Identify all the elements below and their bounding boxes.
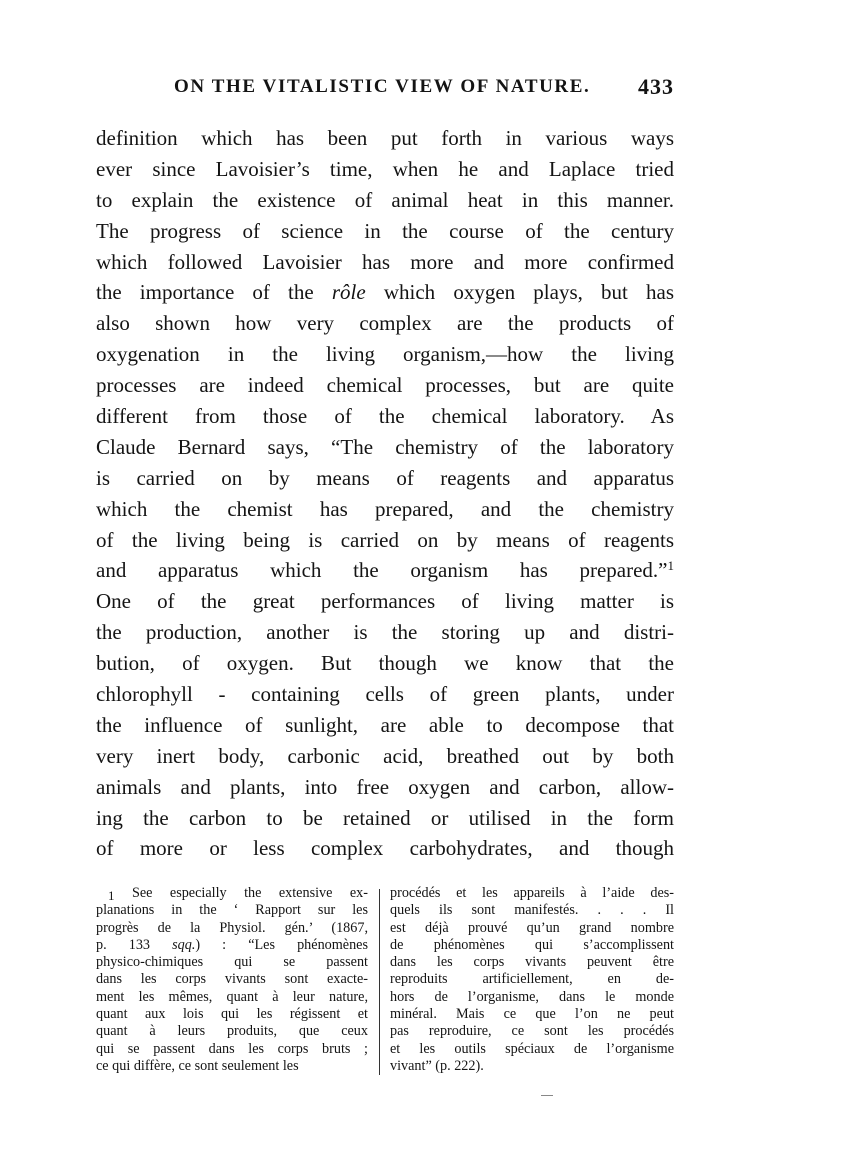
text-run: See especially the extensive ex- [114,885,368,901]
footnote-line: ce qui diffère, ce sont seulement les [96,1057,299,1074]
footnote-line: hors de l’organisme, dans le monde [390,988,674,1005]
body-line: definition which has been put forth in various ways [96,126,674,150]
footnote-line: quant à leurs produits, que ceux [96,1023,368,1040]
body-line: bution, of oxygen. But though we know that the [96,651,674,676]
footnote-line: physico-chimiques qui se passent [96,954,368,971]
body-line: which the chemist has prepared, and the chemistry [96,496,674,521]
footnote-line: procédés et les appareils à l’aide des- [390,885,674,901]
footnote-line [96,937,368,954]
body-line: processes are indeed chemical processes, but are quite [96,373,674,398]
body-line: oxygenation in the living organism,—how the living [96,342,674,367]
running-title: ON THE VITALISTIC VIEW OF NATURE. [174,76,591,97]
body-line: ing the carbon to be retained or utilised in the form [96,805,674,830]
body-line: which followed Lavoisier has more and more confirmed [96,249,674,274]
text-run: and apparatus which the organism has prepared.” [96,558,668,583]
body-line: One of the great performances of living matter is [96,589,674,614]
page-number: 433 [638,74,674,99]
footnote-marker: 1 [108,888,115,903]
footnote-line: reproduits artificiellement, en de- [390,971,674,988]
footnote-line: quant aux lois qui les régissent et [96,1006,368,1023]
body-line: the influence of sunlight, are able to decompose that [96,712,674,737]
body-line: ever since Lavoisier’s time, when he and Laplace tried [96,156,674,181]
text-run: the importance of the [96,280,332,305]
footnote-left-column [96,885,368,1075]
body-line: different from those of the chemical laboratory. As [96,404,674,429]
footnote-right-column [390,885,674,1075]
footnote-line: dans les corps vivants sont exacte- [96,971,368,988]
footnote-line: pas reproduire, ce sont les procédés [390,1023,674,1040]
body-line: Claude Bernard says, “The chemistry of the laboratory [96,434,674,459]
footnote-marker: 1 [667,558,674,574]
body-line: very inert body, carbonic acid, breathed out by both [96,743,674,768]
footnote-line: planations in the ‘ Rapport sur les [96,902,368,919]
footnote-line: minéral. Mais ce que l’on ne peut [390,1006,674,1023]
body-line: animals and plants, into free oxygen and carbon, allow- [96,774,674,799]
text-run: which oxygen plays, but has [365,280,675,305]
footnote-block [96,885,674,1080]
body-line [96,277,674,308]
print-speck [541,1095,553,1096]
body-text [96,123,674,864]
footnote-line: quels ils sont manifestés. . . . Il [390,902,674,919]
italic-text: rôle [331,280,366,305]
footnote-line: qui se passent dans les corps bruts ; [96,1040,368,1057]
italic-text: sqq. [172,936,196,953]
body-line: to explain the existence of animal heat in this manner. [96,187,674,212]
body-line: chlorophyll - containing cells of green plants, under [96,682,674,707]
text-run: p. 133 [96,936,173,953]
body-line: of the living being is carried on by means of reagents [96,527,674,552]
footnote-line: est déjà prouvé qu’un grand nombre [390,919,674,936]
footnote-line: de phénomènes qui s’accomplissent [390,936,674,953]
footnote-line: progrès de la Physiol. gén.’ (1867, [96,919,368,936]
body-line: also shown how very complex are the products of [96,311,674,336]
text-run: ) : “Les phénomènes [195,936,369,953]
body-line: of more or less complex carbohydrates, and though [96,836,674,861]
footnote-line: vivant” (p. 222). [390,1057,484,1074]
body-line: is carried on by means of reagents and apparatus [96,465,674,490]
body-line [96,555,674,586]
footnote-column-divider [379,889,380,1075]
footnote-line: dans les corps vivants peuvent être [390,954,674,971]
running-head [96,74,674,104]
footnote-line: ment les mêmes, quant à leur nature, [96,988,368,1005]
footnote-line: et les outils spéciaux de l’organisme [390,1040,674,1057]
footnote-line [96,885,368,902]
body-line: The progress of science in the course of the century [96,218,674,243]
body-line: the production, another is the storing up and distri- [96,620,674,645]
